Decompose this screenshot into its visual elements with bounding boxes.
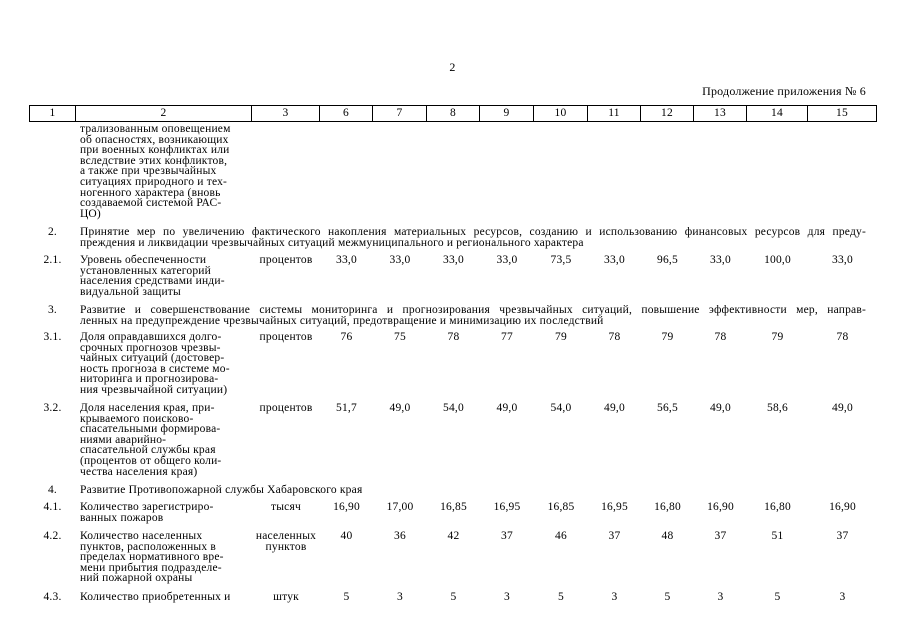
unit: населенных пунктов [255,530,317,553]
value-col-10: 5 [558,591,564,603]
header-col-8: 8 [427,106,480,121]
value-col-14: 5 [774,591,781,603]
value-col-12: 5 [664,591,671,603]
row-number: 2.1. [43,254,62,266]
value-col-6: 5 [343,591,350,603]
table-header-row [29,105,877,122]
value-col-15: 16,90 [829,501,856,513]
unit: процентов [259,254,313,266]
header-col-1: 1 [30,106,76,121]
value-col-9: 3 [504,591,510,603]
row-number: 2. [47,226,58,238]
value-col-9: 49,0 [496,402,518,414]
value-col-14: 79 [771,331,784,343]
section-title [80,485,866,496]
value-col-11: 78 [608,331,621,343]
header-col-15: 15 [836,107,848,119]
value-col-15: 33,0 [832,254,853,266]
value-col-12: 56,5 [657,402,678,414]
value-col-15: 78 [836,331,849,343]
value-col-14: 16,80 [764,501,791,513]
row-number: 3.2. [43,402,62,414]
value-col-9: 33,0 [496,254,518,266]
value-col-7: 36 [394,530,406,542]
section-title-line: Развитие Противопожарной службы Хабаровского края [80,484,363,496]
header-col-7: 7 [373,106,427,121]
header-col-14: 14 [747,106,808,121]
indicator-name: Доля населения края, при- крываемого поисково- спасательными формирова- ниями аварийно- спасательной службы края (процентов от общего коли- чества населения края) [80,402,222,478]
value-col-7: 3 [397,591,403,603]
unit: тысяч [271,501,301,513]
value-col-10: 16,85 [547,501,575,513]
header-col-13: 13 [694,106,747,121]
value-col-11: 49,0 [604,402,625,414]
section-title [80,227,866,249]
value-col-12: 16,80 [654,501,681,513]
value-col-13: 78 [714,331,727,343]
row-number: 4. [47,484,58,496]
value-col-13: 37 [714,530,727,542]
section-title-line: преждения и ликвидации чрезвычайных ситуаций межмуниципального и регионального характера [80,237,584,249]
value-col-8: 16,85 [440,501,467,513]
value-col-15: 3 [839,591,846,603]
section-title-line: ленных на предупреждение чрезвычайных ситуаций, предотвращение и минимизацию их последствий [80,315,604,327]
page-number: 2 [449,60,456,74]
indicator-name-continued: трализованным оповещением об опасностях, возникающих при военных конфликтах или вследствие этих конфликтов, а также при чрезвычайных ситуациях природного и тех- ногенного характера (вновь создаваемой системой РАС- ЦО) [80,123,231,220]
indicator-name: Количество зарегистриро- ванных пожаров [80,501,214,524]
indicator-name: Количество приобретенных и [80,591,231,603]
row-number: 4.1. [43,501,62,513]
value-col-13: 49,0 [710,402,731,414]
header-col-12: 12 [641,106,694,121]
value-col-8: 5 [450,591,457,603]
value-col-9: 37 [501,530,513,542]
value-col-9: 16,95 [493,501,521,513]
value-col-15: 37 [836,530,849,542]
header-col-6: 6 [320,106,373,121]
value-col-14: 100,0 [764,254,791,266]
value-col-13: 3 [717,591,724,603]
value-col-7: 75 [394,331,406,343]
row-number: 3.1. [43,331,62,343]
section-title-line: Развитие и совершенствование системы мониторинга и прогнозирования чрезвычайных ситуаций, повышение эффективности мер, направ- [80,304,866,316]
value-col-12: 48 [661,530,674,542]
value-col-8: 78 [447,331,460,343]
value-col-10: 73,5 [550,254,572,266]
header-col-9: 9 [480,106,534,121]
value-col-8: 54,0 [443,402,464,414]
section-title-line: Принятие мер по увеличению фактического накопления материальных ресурсов, созданию и использованию финансовых ресурсов для преду- [80,226,866,238]
value-col-7: 33,0 [389,254,411,266]
unit: процентов [259,402,313,414]
row-number: 3. [47,304,58,316]
indicator-name: Уровень обеспеченности установленных категорий населения средствами инди- видуальной защиты [80,254,225,298]
header-col-2: 2 [76,106,252,121]
value-col-8: 33,0 [443,254,464,266]
value-col-14: 58,6 [767,402,788,414]
value-col-8: 42 [447,530,460,542]
value-col-6: 33,0 [336,254,357,266]
section-title [80,305,866,327]
value-col-10: 46 [555,530,567,542]
header-col-11: 11 [588,106,641,121]
indicator-name: Доля оправдавшихся долго- срочных прогнозов чрезвы- чайных ситуаций (достовер- ность прогноза в системе мо- ниторинга и прогнозирова- ния чрезвычайной ситуации) [80,331,230,396]
header-col-10: 10 [534,106,588,121]
row-number: 4.3. [43,591,62,603]
value-col-11: 33,0 [604,254,625,266]
value-col-6: 16,90 [333,501,360,513]
value-col-12: 79 [661,331,674,343]
row-number: 4.2. [43,530,62,542]
unit: штук [273,591,299,603]
header-col-3: 3 [252,106,320,121]
value-col-11: 3 [611,591,618,603]
value-col-7: 49,0 [389,402,411,414]
value-col-6: 76 [340,331,353,343]
value-col-12: 96,5 [657,254,678,266]
value-col-14: 51 [771,530,784,542]
value-col-13: 33,0 [710,254,731,266]
value-col-11: 37 [608,530,621,542]
value-col-7: 17,00 [386,501,414,513]
value-col-10: 79 [555,331,567,343]
appendix-continuation-label: Продолжение приложения № 6 [702,84,866,98]
value-col-6: 51,7 [336,402,357,414]
value-col-15: 49,0 [832,402,853,414]
indicator-name: Количество населенных пунктов, расположенных в пределах нормативного вре- мени прибытия подразделе- ний пожарной охраны [80,530,224,585]
unit: процентов [259,331,313,343]
value-col-13: 16,90 [707,501,734,513]
value-col-11: 16,95 [601,501,628,513]
value-col-10: 54,0 [550,402,572,414]
value-col-6: 40 [340,530,353,542]
value-col-9: 77 [501,331,513,343]
